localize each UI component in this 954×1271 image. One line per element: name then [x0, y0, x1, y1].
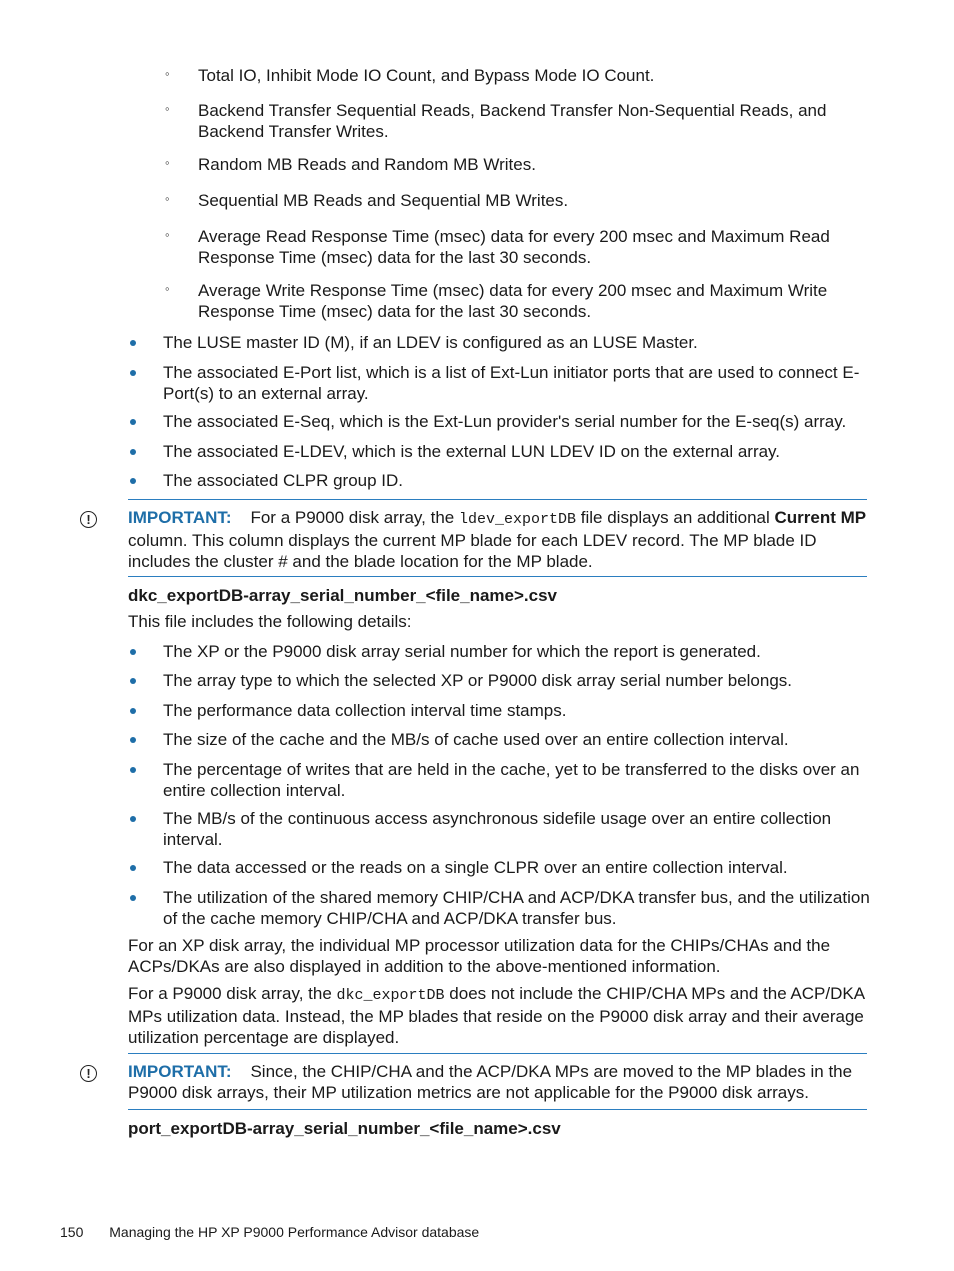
important-label: IMPORTANT: [128, 508, 232, 527]
note-divider [128, 499, 867, 500]
sub-list-item: ◦ Backend Transfer Sequential Reads, Backend Transfer Non-Sequential Reads, and Backend Transfer Writes. [198, 100, 870, 142]
bullet-icon [130, 678, 136, 684]
bullet-icon [130, 649, 136, 655]
list-item: The associated CLPR group ID. [163, 470, 870, 491]
bullet-icon [130, 419, 136, 425]
list-item: The associated E-Port list, which is a list of Ext-Lun initiator ports that are used to connect E-Port(s) to an external array. [163, 362, 870, 404]
bullet-icon [130, 340, 136, 346]
sub-list-item: ◦ Sequential MB Reads and Sequential MB Writes. [198, 190, 870, 211]
page-footer [60, 1222, 479, 1243]
important-note: IMPORTANT: Since, the CHIP/CHA and the ACP/DKA MPs are moved to the MP blades in the P9000 disk arrays, their MP utilization metrics are not applicable for the P9000 disk arrays. [128, 1062, 853, 1102]
intro-text: This file includes the following details: [128, 612, 412, 631]
sub-list-item: ◦ Total IO, Inhibit Mode IO Count, and Bypass Mode IO Count. [198, 65, 870, 86]
hollow-bullet-icon: ◦ [165, 66, 170, 81]
bullet-icon [130, 767, 136, 773]
important-icon [80, 1065, 97, 1082]
footer-title: Managing the HP XP P9000 Performance Advisor database [109, 1224, 480, 1240]
note-divider [128, 576, 867, 577]
list-item: The associated E-LDEV, which is the external LUN LDEV ID on the external array. [163, 441, 870, 462]
bold-term: Current MP [774, 508, 867, 527]
list-item: The data accessed or the reads on a single CLPR over an entire collection interval. [163, 857, 870, 878]
sub-list-item: ◦ Average Read Response Time (msec) data for every 200 msec and Maximum Read Response Time (msec) data for the last 30 seconds. [198, 226, 870, 268]
paragraph: For an XP disk array, the individual MP processor utilization data for the CHIPs/CHAs and the ACPs/DKAs are also displayed in addition to the above-mentioned information. [128, 936, 831, 976]
bullet-icon [130, 816, 136, 822]
hollow-bullet-icon: ◦ [165, 101, 170, 116]
important-label: IMPORTANT: [128, 1062, 232, 1081]
bullet-icon [130, 708, 136, 714]
code-ldev-exportdb: ldev_exportDB [459, 511, 577, 528]
list-item: The LUSE master ID (M), if an LDEV is configured as an LUSE Master. [163, 332, 870, 353]
list-item: The performance data collection interval time stamps. [163, 700, 870, 721]
bullet-icon [130, 478, 136, 484]
important-note: IMPORTANT: For a P9000 disk array, the ldev_exportDB file displays an additional Current MP column. This column displays the current MP blade for each LDEV record. The MP blade ID includes the cluster # and the blade location for the MP blade. [128, 508, 867, 571]
list-item: The MB/s of the continuous access asynchronous sidefile usage over an entire collection interval. [163, 808, 870, 850]
list-item: The associated E-Seq, which is the Ext-Lun provider's serial number for the E-seq(s) array. [163, 411, 870, 432]
list-item: The array type to which the selected XP or P9000 disk array serial number belongs. [163, 670, 870, 691]
hollow-bullet-icon: ◦ [165, 155, 170, 170]
hollow-bullet-icon: ◦ [165, 191, 170, 206]
sub-list-item: ◦ Random MB Reads and Random MB Writes. [198, 154, 870, 175]
note-divider [128, 1109, 867, 1110]
list-item: The XP or the P9000 disk array serial number for which the report is generated. [163, 641, 870, 662]
code-dkc-exportdb: dkc_exportDB [336, 987, 445, 1004]
bullet-icon [130, 370, 136, 376]
list-item: The size of the cache and the MB/s of cache used over an entire collection interval. [163, 729, 870, 750]
paragraph: For a P9000 disk array, the dkc_exportDB does not include the CHIP/CHA MPs and the ACP/DKA MPs utilization data. Instead, the MP blades that reside on the P9000 disk array and their average utilization percentage are displayed. [128, 984, 865, 1047]
list-item: The utilization of the shared memory CHIP/CHA and ACP/DKA transfer bus, and the utilization of the cache memory CHIP/CHA and ACP/DKA transfer bus. [163, 887, 870, 929]
bullet-icon [130, 865, 136, 871]
bullet-icon [130, 895, 136, 901]
important-icon [80, 511, 97, 528]
hollow-bullet-icon: ◦ [165, 227, 170, 242]
bullet-icon [130, 449, 136, 455]
hollow-bullet-icon: ◦ [165, 281, 170, 296]
list-item: The percentage of writes that are held in the cache, yet to be transferred to the disks over an entire collection interval. [163, 759, 870, 801]
note-divider [128, 1053, 867, 1054]
section-heading: port_exportDB-array_serial_number_<file_name>.csv [128, 1119, 561, 1138]
section-heading: dkc_exportDB-array_serial_number_<file_name>.csv [128, 586, 558, 605]
page-number: 150 [60, 1224, 84, 1240]
sub-list-item: ◦ Average Write Response Time (msec) data for every 200 msec and Maximum Write Response Time (msec) data for the last 30 seconds. [198, 280, 870, 322]
bullet-icon [130, 737, 136, 743]
